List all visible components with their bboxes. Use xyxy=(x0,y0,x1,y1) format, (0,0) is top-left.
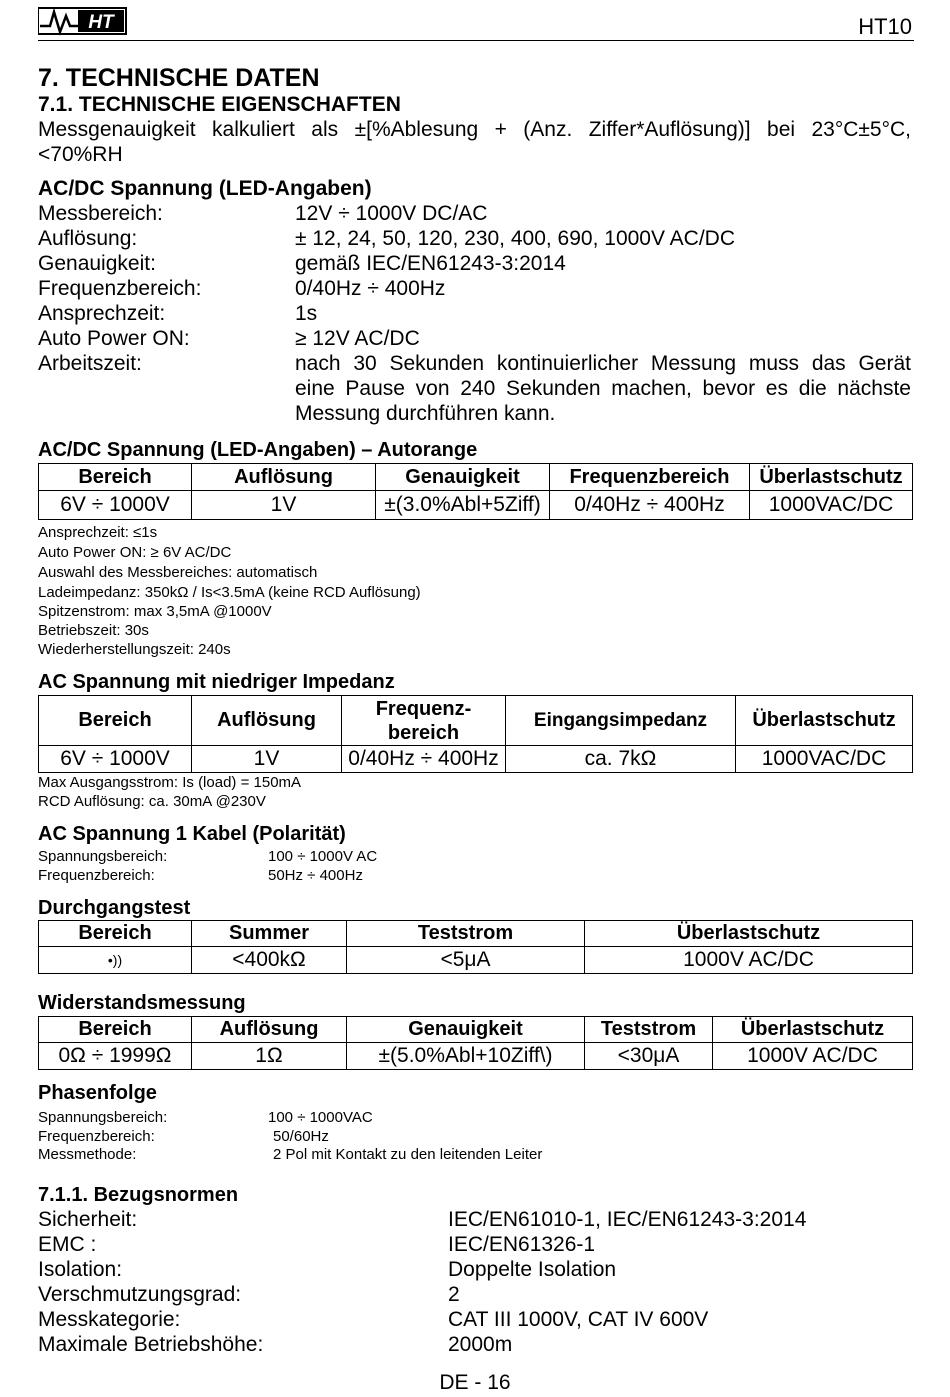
table-cell: ±(3.0%Abl+5Ziff) xyxy=(376,491,550,520)
led-label: Genauigkeit: xyxy=(38,252,156,275)
led-value: ≥ 12V AC/DC xyxy=(295,327,420,350)
led-label: Arbeitszeit: xyxy=(38,352,142,375)
page-number: DE - 16 xyxy=(439,1371,511,1394)
phase-label: Spannungsbereich: xyxy=(38,1109,168,1126)
table-cell: 0/40Hz ÷ 400Hz xyxy=(550,491,750,520)
autorange-note: Betriebszeit: 30s xyxy=(38,622,149,639)
norm-label: Messkategorie: xyxy=(38,1308,181,1331)
work-time-line-1: nach 30 Sekunden kontinuierlicher Messung muss das Gerät xyxy=(295,352,911,375)
intro-line-2: <70%RH xyxy=(38,143,123,166)
intro-line-1: Messgenauigkeit kalkuliert als ±[%Ablesung + (Anz. Ziffer*Auflösung)] bei 23°C±5°C, xyxy=(38,118,911,141)
col-header: Bereich xyxy=(39,464,192,491)
col-header: Teststrom xyxy=(585,1017,713,1043)
lowz-note: Max Ausgangsstrom: Is (load) = 150mA xyxy=(38,774,302,791)
work-time-line-3: Messung durchführen kann. xyxy=(295,402,556,425)
autorange-title: AC/DC Spannung (LED-Angaben) – Autorange xyxy=(38,439,478,461)
autorange-note: Auswahl des Messbereiches: automatisch xyxy=(38,564,318,581)
col-header: Auflösung xyxy=(192,696,342,746)
phase-value: 50/60Hz xyxy=(273,1128,329,1145)
onewire-label: Frequenzbereich: xyxy=(38,867,155,884)
col-header: Auflösung xyxy=(192,1017,347,1043)
led-label: Auto Power ON: xyxy=(38,327,190,350)
ht-logo xyxy=(38,4,128,36)
continuity-table xyxy=(38,920,913,974)
col-header: Auflösung xyxy=(192,464,376,491)
col-header: Bereich xyxy=(39,921,192,947)
norm-label: Isolation: xyxy=(38,1258,123,1281)
resistance-title: Widerstandsmessung xyxy=(38,992,246,1014)
col-header: Überlastschutz xyxy=(750,464,913,491)
onewire-value: 100 ÷ 1000V AC xyxy=(268,848,378,865)
col-header: Überlastschutz xyxy=(736,696,913,746)
table-cell: 0Ω ÷ 1999Ω xyxy=(39,1043,192,1070)
freq-line-2: bereich xyxy=(387,721,460,744)
logo-text: HT xyxy=(88,12,114,33)
freq-line-1: Frequenz- xyxy=(375,697,472,720)
autorange-table xyxy=(38,463,913,520)
phase-value: 100 ÷ 1000VAC xyxy=(268,1109,373,1126)
phase-label: Frequenzbereich: xyxy=(38,1128,155,1145)
work-time-line-2: eine Pause von 240 Sekunden machen, bevor es die nächste xyxy=(295,377,911,400)
table-cell: 1V xyxy=(192,491,376,520)
lowz-note: RCD Auflösung: ca. 30mA @230V xyxy=(38,793,266,810)
table-cell: 1000VAC/DC xyxy=(750,491,913,520)
section-title: 7. TECHNISCHE DATEN xyxy=(38,64,320,92)
table-cell: 6V ÷ 1000V xyxy=(39,746,192,773)
norm-label: Sicherheit: xyxy=(38,1208,138,1231)
led-label: Ansprechzeit: xyxy=(38,302,166,325)
table-cell: 1V xyxy=(192,746,342,773)
col-header: Summer xyxy=(192,921,347,947)
table-cell: 1000V AC/DC xyxy=(713,1043,913,1070)
led-label: Frequenzbereich: xyxy=(38,277,202,300)
led-value: 0/40Hz ÷ 400Hz xyxy=(295,277,446,300)
onewire-title: AC Spannung 1 Kabel (Polarität) xyxy=(38,823,346,845)
model-name: HT10 xyxy=(858,14,912,39)
led-value: ± 12, 24, 50, 120, 230, 400, 690, 1000V AC/DC xyxy=(295,227,736,250)
table-cell: <400kΩ xyxy=(192,947,347,974)
subsection-title: 7.1. TECHNISCHE EIGENSCHAFTEN xyxy=(38,93,401,116)
led-title: AC/DC Spannung (LED-Angaben) xyxy=(38,177,372,200)
norms-title: 7.1.1. Bezugsnormen xyxy=(38,1184,239,1206)
phase-title: Phasenfolge xyxy=(38,1082,157,1104)
phase-value: 2 Pol mit Kontakt zu den leitenden Leiter xyxy=(273,1146,543,1163)
table-cell: 1000V AC/DC xyxy=(585,947,913,974)
col-header: Überlastschutz xyxy=(713,1017,913,1043)
autorange-note: Auto Power ON: ≥ 6V AC/DC xyxy=(38,544,232,561)
led-value: 12V ÷ 1000V DC/AC xyxy=(295,202,488,225)
led-label: Messbereich: xyxy=(38,202,163,225)
resistance-table xyxy=(38,1016,913,1070)
buzzer-icon: •)) xyxy=(39,947,192,974)
onewire-label: Spannungsbereich: xyxy=(38,848,168,865)
norm-label: Maximale Betriebshöhe: xyxy=(38,1333,264,1356)
autorange-note: Wiederherstellungszeit: 240s xyxy=(38,641,231,658)
table-cell: 1Ω xyxy=(192,1043,347,1070)
col-header: Eingangsimpedanz xyxy=(506,696,736,746)
col-header: Genauigkeit xyxy=(376,464,550,491)
led-label: Auflösung: xyxy=(38,227,138,250)
col-header: Überlastschutz xyxy=(585,921,913,947)
led-value: 1s xyxy=(295,302,318,325)
table-cell: ca. 7kΩ xyxy=(506,746,736,773)
autorange-note: Ladeimpedanz: 350kΩ / Is<3.5mA (keine RCD Auflösung) xyxy=(38,584,421,601)
lowz-title: AC Spannung mit niedriger Impedanz xyxy=(38,671,395,693)
phase-label: Messmethode: xyxy=(38,1146,137,1163)
col-header: Bereich xyxy=(39,696,192,746)
col-header: Bereich xyxy=(39,1017,192,1043)
norm-value: 2 xyxy=(448,1283,460,1306)
table-cell: 0/40Hz ÷ 400Hz xyxy=(342,746,506,773)
col-header: Genauigkeit xyxy=(347,1017,585,1043)
led-value: gemäß IEC/EN61243-3:2014 xyxy=(295,252,566,275)
norm-value: 2000m xyxy=(448,1333,513,1356)
col-header: Frequenzbereich xyxy=(550,464,750,491)
col-header: Teststrom xyxy=(347,921,585,947)
autorange-note: Spitzenstrom: max 3,5mA @1000V xyxy=(38,603,272,620)
norm-label: EMC : xyxy=(38,1233,97,1256)
norm-value: IEC/EN61326-1 xyxy=(448,1233,596,1256)
onewire-value: 50Hz ÷ 400Hz xyxy=(268,867,363,884)
norm-label: Verschmutzungsgrad: xyxy=(38,1283,242,1306)
norm-value: Doppelte Isolation xyxy=(448,1258,617,1281)
norm-value: CAT III 1000V, CAT IV 600V xyxy=(448,1308,709,1331)
table-cell: ±(5.0%Abl+10Ziff\) xyxy=(347,1043,585,1070)
table-cell: <30μA xyxy=(585,1043,713,1070)
header-rule xyxy=(38,40,914,41)
col-header-freq xyxy=(342,696,506,746)
lowz-table xyxy=(38,695,913,773)
table-cell: 6V ÷ 1000V xyxy=(39,491,192,520)
table-cell: 1000VAC/DC xyxy=(736,746,913,773)
continuity-title: Durchgangstest xyxy=(38,897,191,919)
table-cell: <5μA xyxy=(347,947,585,974)
autorange-note: Ansprechzeit: ≤1s xyxy=(38,524,158,541)
norm-value: IEC/EN61010-1, IEC/EN61243-3:2014 xyxy=(448,1208,807,1231)
